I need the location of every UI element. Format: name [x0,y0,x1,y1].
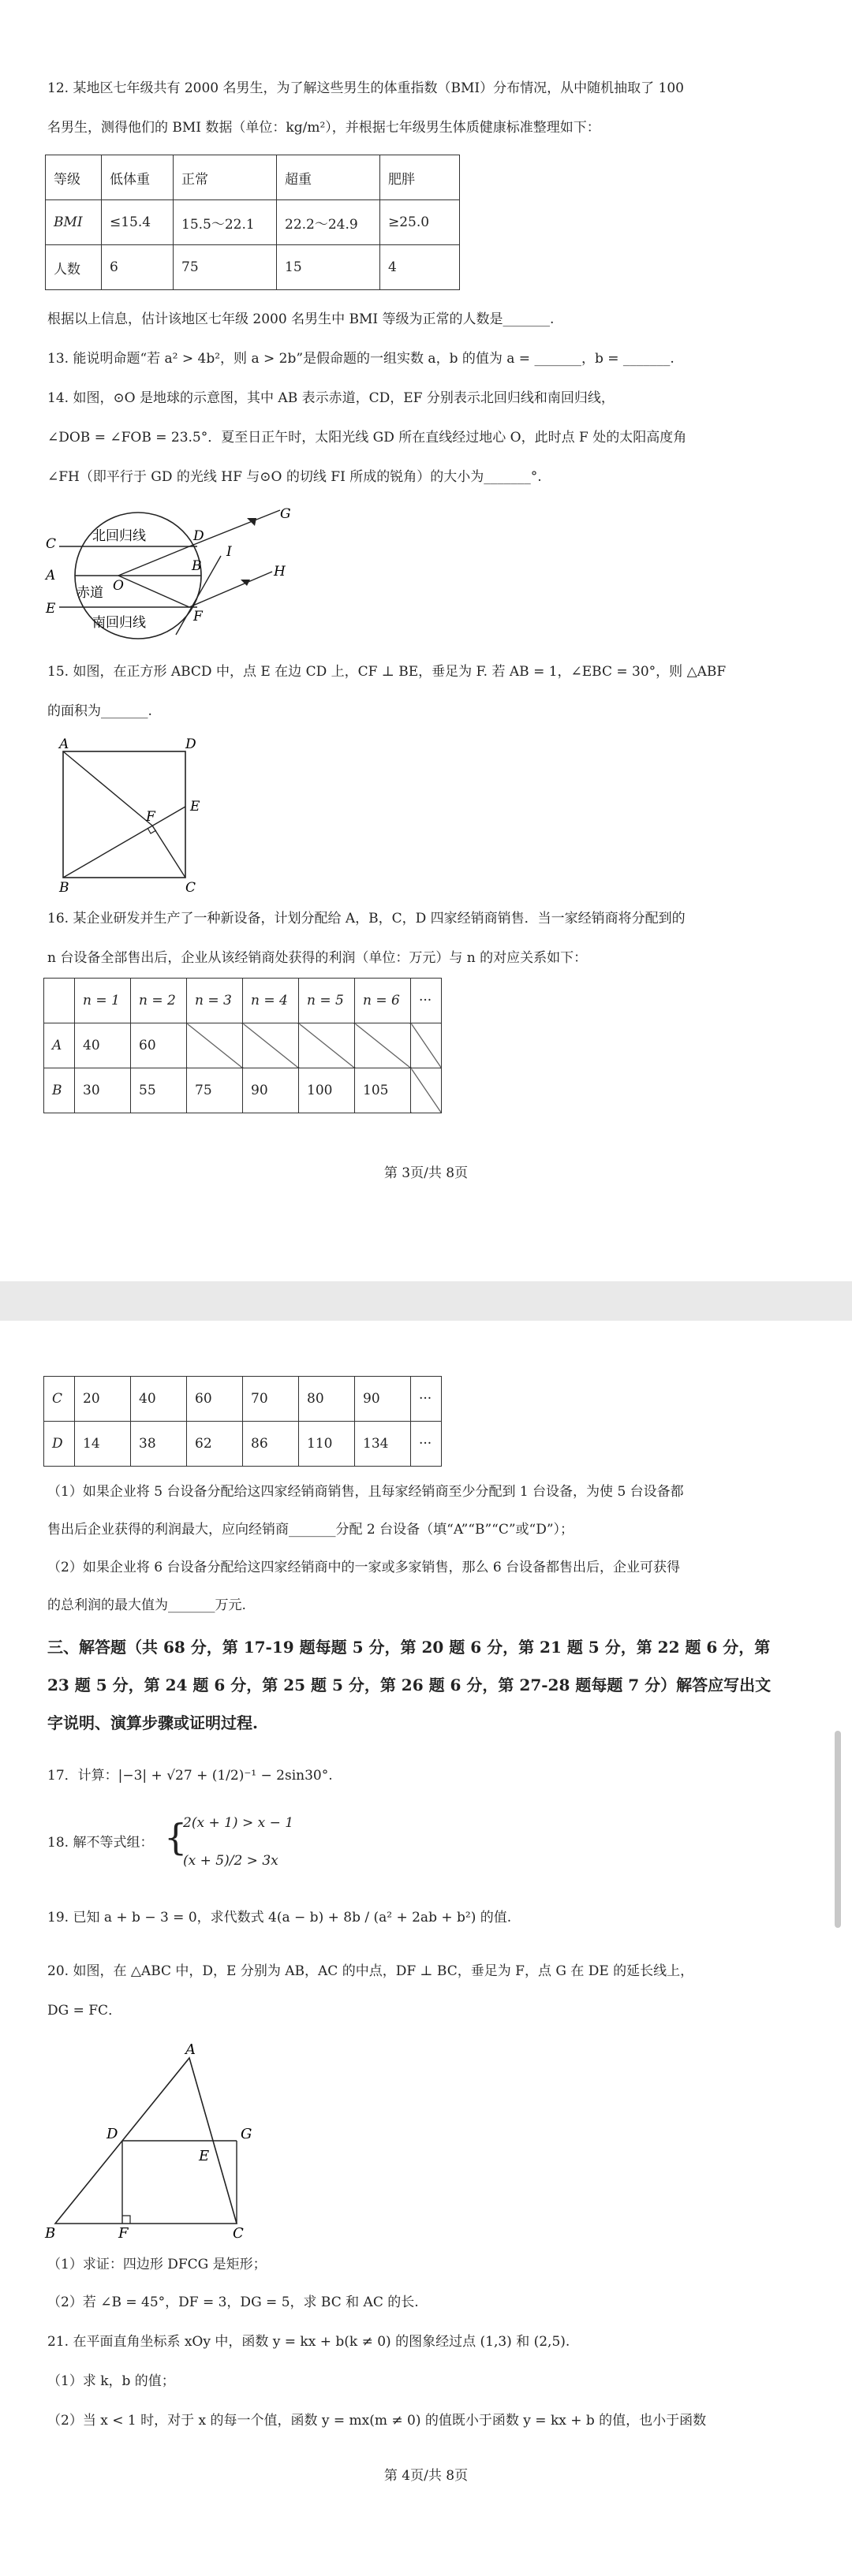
q18-inequality-2: (x + 5)/2 > 3x [183,1853,278,1869]
q15-line2: 的面积为_______. [47,703,152,719]
label-e: E [46,601,56,617]
table-cell: 62 [187,1422,243,1467]
q17: 17．计算：|−3| + √27 + (1/2)⁻¹ − 2sin30°. [47,1768,333,1784]
page-4 [0,1321,852,2576]
table-cell: 90 [355,1377,411,1422]
table-cell-empty [187,1023,243,1068]
q14-line2: ∠DOB = ∠FOB = 23.5°．夏至日正午时，太阳光线 GD 所在直线经过地心 O，此时点 F 处的太阳高度角 [47,430,687,445]
q20-line2: DG = FC． [47,2003,122,2019]
q20-part2: （2）若 ∠B = 45°，DF = 3，DG = 5，求 BC 和 AC 的长. [47,2295,419,2310]
table-row [44,1422,442,1467]
ray-of [118,576,189,607]
table-row [46,245,460,290]
page-footer: 第 3页/共 8页 [383,1165,469,1181]
table-cell: B [44,1068,75,1113]
page-separator [0,1281,852,1321]
table-cell-empty [299,1023,355,1068]
label-b: B [45,2225,56,2239]
page-3 [0,0,852,1281]
square-figure [43,737,217,895]
label-i: I [226,544,232,560]
table-cell: 15.5～22.1 [174,200,277,245]
label-c: C [185,880,196,895]
label-g: G [241,2126,252,2142]
label-b: B [192,558,202,574]
table-cell: 4 [380,245,460,290]
q16-part2-b: 的总利润的最大值为_______万元. [47,1597,246,1613]
line-cf [152,826,185,878]
table-cell: n = 5 [299,979,355,1023]
triangle-figure [43,2042,280,2239]
table-cell: ··· [411,1422,442,1467]
q20-line1: 20. 如图，在 △ABC 中，D，E 分别为 AB，AC 的中点，DF ⊥ BC，垂足为 F，点 G 在 DE 的延长线上， [47,1963,694,1979]
label-d: D [106,2126,118,2142]
section3-heading-b: 23 题 5 分，第 24 题 6 分，第 25 题 5 分，第 26 题 6 分，第 27-28 题每题 7 分）解答应写出文 [47,1676,772,1694]
q18-label: 18. 解不等式组： [47,1835,154,1851]
q16-part1-b: 售出后企业获得的利润最大，应向经销商_______分配 2 台设备（填“A”“B”“C”或“D”）； [47,1522,574,1538]
profit-table-part2 [43,1376,442,1467]
label-c: C [46,536,57,552]
earth-figure [43,501,304,643]
table-cell: 70 [243,1377,299,1422]
q20-part1: （1）求证：四边形 DFCG 是矩形； [47,2257,267,2272]
right-angle-mark [122,2216,130,2224]
ray-od [118,546,189,576]
table-cell: D [44,1422,75,1467]
label-d: D [185,737,196,752]
table-cell: C [44,1377,75,1422]
table-row [44,979,442,1023]
label-a: A [46,568,56,583]
table-cell: 75 [174,245,277,290]
table-cell: n = 3 [187,979,243,1023]
label-f: F [118,2225,129,2239]
table-cell [44,979,75,1023]
q16-part2-a: （2）如果企业将 6 台设备分配给这四家经销商中的一家或多家销售，那么 6 台设备都售出后，企业可获得 [47,1560,681,1575]
table-cell: 55 [131,1068,187,1113]
page-footer: 第 4页/共 8页 [383,2468,469,2484]
q12-line3: 根据以上信息，估计该地区七年级 2000 名男生中 BMI 等级为正常的人数是_______. [47,311,555,327]
label-a: A [185,2042,196,2058]
q18-inequality-1: 2(x + 1) > x − 1 [183,1815,294,1831]
table-cell: 105 [355,1068,411,1113]
table-cell: BMI [46,200,102,245]
table-cell: 等级 [46,155,102,200]
table-cell: ≤15.4 [102,200,174,245]
label-a: A [59,737,69,752]
bmi-table [45,155,460,290]
table-cell: n = 4 [243,979,299,1023]
table-cell: 肥胖 [380,155,460,200]
table-cell: 14 [75,1422,131,1467]
table-cell: 30 [75,1068,131,1113]
table-cell: 22.2～24.9 [277,200,380,245]
q12-line2: 名男生，测得他们的 BMI 数据（单位：kg/m²），并根据七年级男生体质健康标准整理如下： [47,120,600,136]
table-cell-empty [411,1068,442,1113]
table-cell: 134 [355,1422,411,1467]
label-f: F [193,609,203,624]
table-row [44,1068,442,1113]
label-f: F [146,809,155,825]
label-g: G [280,506,291,522]
q21-part2: （2）当 x < 1 时，对于 x 的每一个值，函数 y = mx(m ≠ 0) 的值既小于函数 y = kx + b 的值，也小于函数 [47,2413,707,2429]
table-row [46,200,460,245]
table-cell: 20 [75,1377,131,1422]
table-row [46,155,460,200]
table-cell: n = 2 [131,979,187,1023]
table-cell-empty [243,1023,299,1068]
table-cell: ··· [411,979,442,1023]
section3-heading-c: 字说明、演算步骤或证明过程. [47,1713,258,1732]
table-cell: 75 [187,1068,243,1113]
table-cell: 正常 [174,155,277,200]
q13: 13. 能说明命题“若 a² > 4b²，则 a > 2b”是假命题的一组实数 a，b 的值为 a = _______，b = _______. [47,351,674,367]
q16-line1: 16. 某企业研发并生产了一种新设备，计划分配给 A，B，C，D 四家经销商销售．当一家经销商将分配到的 [47,911,686,926]
table-cell: 60 [131,1023,187,1068]
south-tropic-label: 南回归线 [92,615,146,631]
q16-part1-a: （1）如果企业将 5 台设备分配给这四家经销商销售，且每家经销商至少分配到 1 台设备，为使 5 台设备都 [47,1484,684,1500]
table-cell: 100 [299,1068,355,1113]
label-h: H [274,564,286,580]
table-cell: 40 [131,1377,187,1422]
label-b: B [59,880,69,895]
table-cell: 6 [102,245,174,290]
table-cell-empty [355,1023,411,1068]
table-cell: n = 6 [355,979,411,1023]
table-cell: ··· [411,1377,442,1422]
table-cell: 低体重 [102,155,174,200]
table-cell: ≥25.0 [380,200,460,245]
arrow-g [247,518,256,526]
q16-line2: n 台设备全部售出后，企业从该经销商处获得的利润（单位：万元）与 n 的对应关系如下： [47,950,588,966]
table-cell: 86 [243,1422,299,1467]
table-cell: A [44,1023,75,1068]
q12-line1: 12. 某地区七年级共有 2000 名男生，为了解这些男生的体重指数（BMI）分布情况，从中随机抽取了 100 [47,80,684,96]
q15-line1: 15. 如图，在正方形 ABCD 中，点 E 在边 CD 上，CF ⊥ BE，垂足为 F. 若 AB = 1，∠EBC = 30°，则 △ABF [47,664,727,680]
line-be [63,807,185,878]
table-cell: 15 [277,245,380,290]
q21-line1: 21. 在平面直角坐标系 xOy 中，函数 y = kx + b(k ≠ 0) 的图象经过点 (1,3) 和 (2,5). [47,2334,570,2350]
table-cell: 超重 [277,155,380,200]
label-o: O [113,578,124,594]
q14-line3: ∠FH（即平行于 GD 的光线 HF 与⊙O 的切线 FI 所成的锐角）的大小为_______°. [47,469,542,485]
table-cell: 60 [187,1377,243,1422]
scrollbar-thumb[interactable] [835,1731,841,1928]
equator-label: 赤道 [77,585,103,601]
label-c: C [233,2225,244,2239]
label-e: E [190,799,200,815]
q21-part1: （1）求 k，b 的值； [47,2373,175,2389]
square-abcd [63,751,185,878]
q19: 19. 已知 a + b − 3 = 0，求代数式 4(a − b) + 8b / (a² + 2ab + b²) 的值. [47,1910,512,1925]
table-cell: 人数 [46,245,102,290]
profit-table-part1 [43,978,442,1113]
section3-heading-a: 三、解答题（共 68 分，第 17-19 题每题 5 分，第 20 题 6 分，第 21 题 5 分，第 22 题 6 分，第 [47,1638,771,1657]
table-cell: 110 [299,1422,355,1467]
brace: { [164,1816,188,1858]
table-cell: 80 [299,1377,355,1422]
table-row [44,1377,442,1422]
north-tropic-label: 北回归线 [92,528,146,544]
table-cell: n = 1 [75,979,131,1023]
table-cell-empty [411,1023,442,1068]
line-af [63,751,152,826]
label-e: E [199,2148,210,2164]
table-cell: 38 [131,1422,187,1467]
q14-line1: 14. 如图，⊙O 是地球的示意图，其中 AB 表示赤道，CD，EF 分别表示北回归线和南回归线， [47,390,615,406]
table-cell: 40 [75,1023,131,1068]
table-row [44,1023,442,1068]
table-cell: 90 [243,1068,299,1113]
label-d: D [193,528,204,544]
